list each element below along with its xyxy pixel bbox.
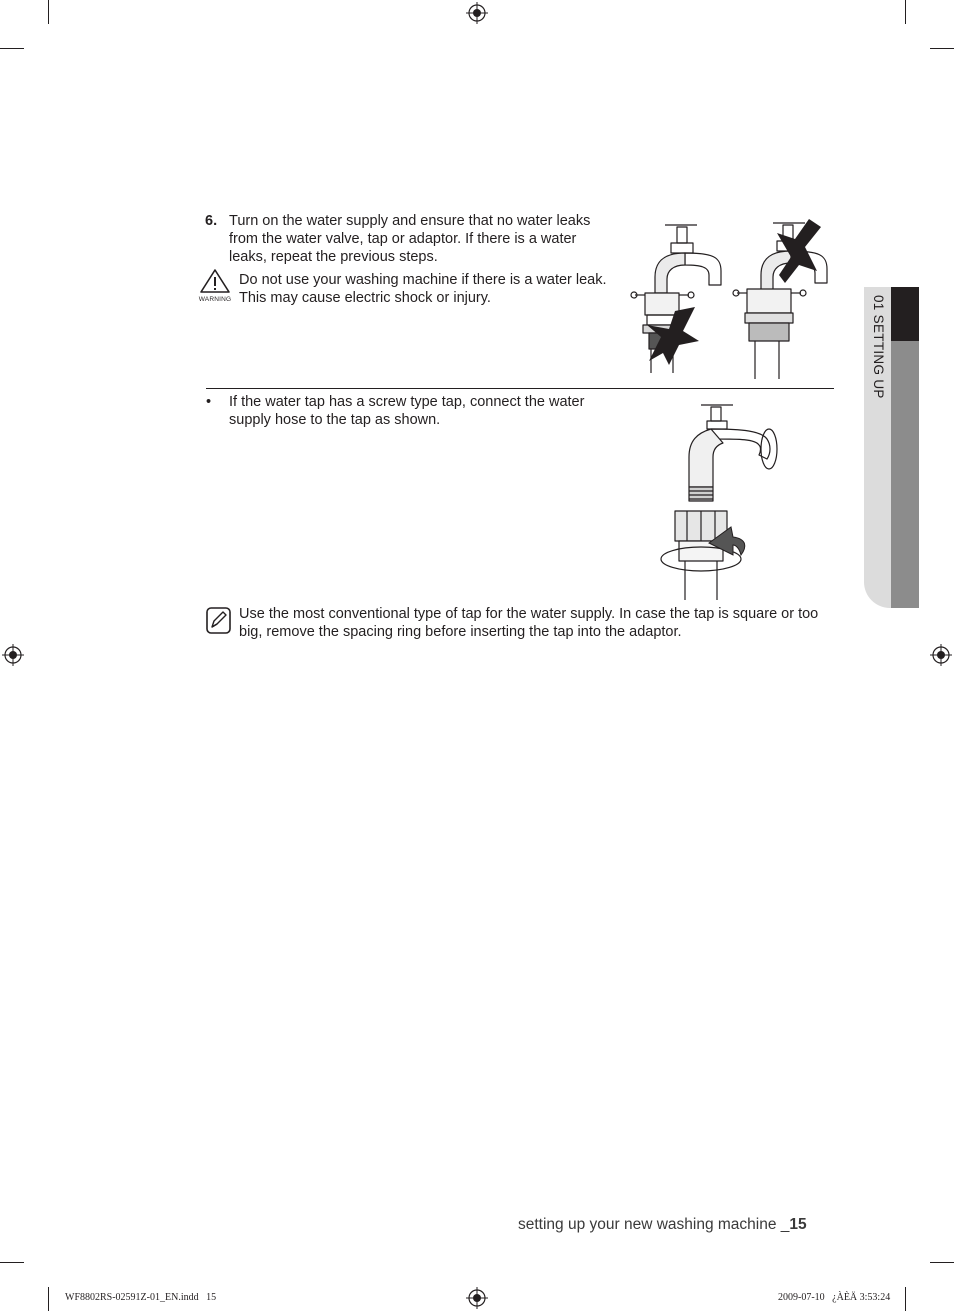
step-number: 6.: [205, 213, 218, 229]
section-tab: [864, 287, 919, 608]
warning-triangle-icon: [199, 268, 231, 294]
note-pencil-icon: [206, 607, 231, 634]
right-tap: [733, 223, 827, 379]
crop-mark-br-h: [930, 1262, 954, 1263]
section-divider: [206, 388, 834, 389]
section-tab-label: 01 SETTING UP: [871, 295, 886, 399]
tap-leak-illustration: [625, 213, 835, 381]
section-tab-marker: [891, 287, 919, 341]
registration-mark-top-icon: [466, 2, 488, 24]
crop-mark-tl-v: [48, 0, 49, 24]
warning-label: WARNING: [198, 296, 232, 303]
crop-mark-tr-h: [930, 48, 954, 49]
registration-mark-bottom-icon: [466, 1287, 488, 1309]
slug-timestamp: 2009-07-10 ¿ÀÈÄ 3:53:24: [778, 1292, 891, 1303]
warning-text: Do not use your washing machine if there is a water leak. This may cause electric shock or injury.: [239, 272, 607, 306]
crop-mark-bl-v: [48, 1287, 49, 1311]
slug-file-name: WF8802RS-02591Z-01_EN.indd 15: [65, 1292, 217, 1303]
bullet-text: If the water tap has a screw type tap, connect the water supply hose to the tap as shown.: [229, 394, 585, 428]
step-text: Turn on the water supply and ensure that no water leaks from the water valve, tap or adaptor. If there is a water leaks, repeat the previous steps.: [229, 213, 591, 265]
page-footer-title: [518, 1216, 807, 1234]
crop-mark-tr-v: [905, 0, 906, 24]
section-tab-stripe: [891, 341, 919, 608]
bullet-mark: •: [206, 394, 212, 410]
crop-mark-bl-h: [0, 1262, 24, 1263]
registration-mark-left-icon: [2, 644, 24, 666]
registration-mark-right-icon: [930, 644, 952, 666]
note-text: Use the most conventional type of tap for the water supply. In case the tap is square or too big, remove the spacing ring before inserting the tap into the adaptor.: [239, 606, 819, 640]
footer-title-text: setting up your new washing machine _: [518, 1216, 790, 1233]
screw-tap-illustration: [655, 395, 785, 605]
crop-mark-br-v: [905, 1287, 906, 1311]
crop-mark-tl-h: [0, 48, 24, 49]
page-number: 15: [789, 1216, 807, 1233]
